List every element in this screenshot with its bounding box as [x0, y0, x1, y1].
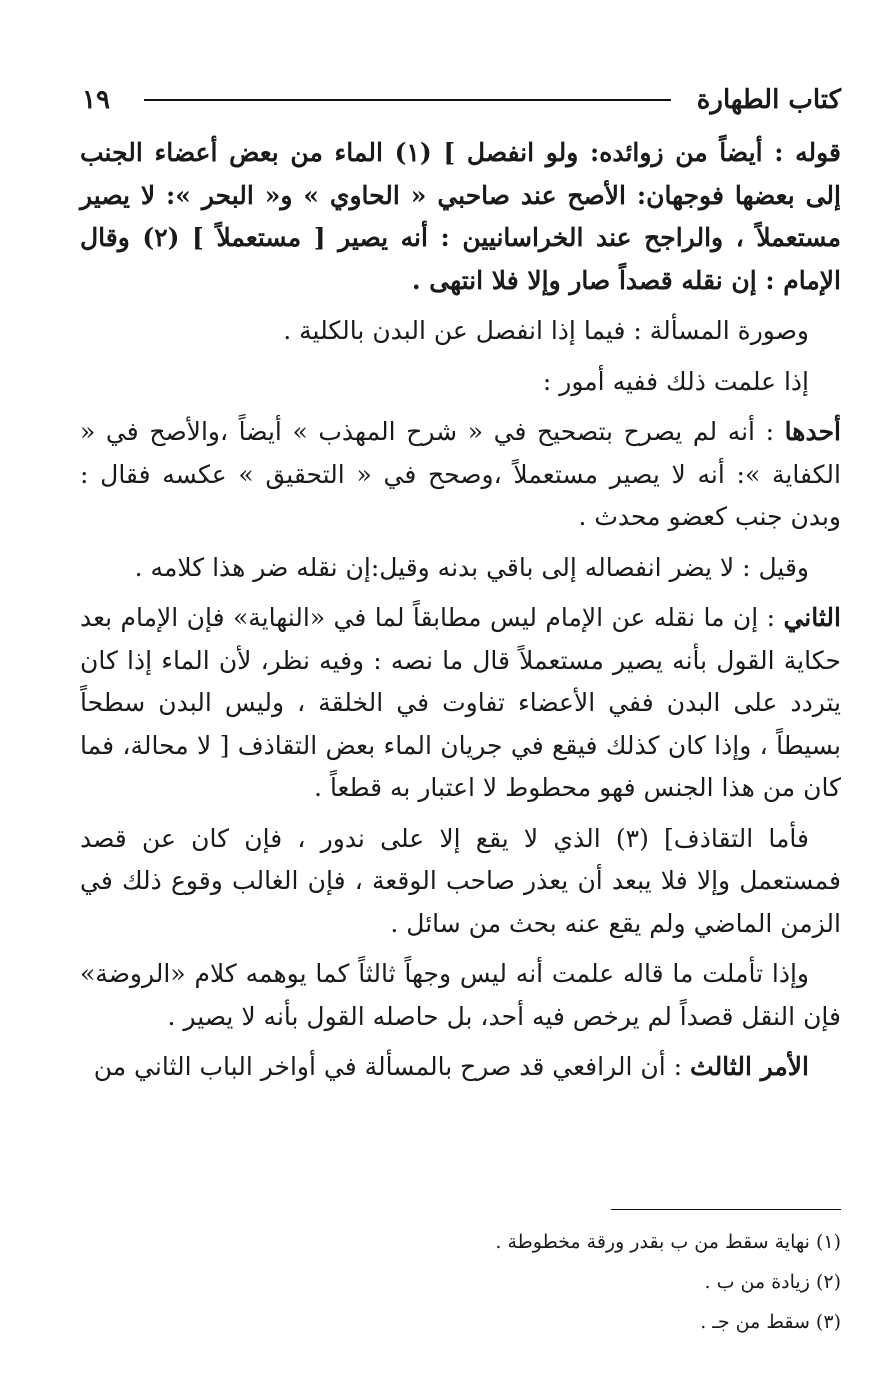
paragraph-3: [80, 361, 841, 404]
paragraph-4: [80, 411, 841, 539]
footnotes: [300, 1222, 841, 1342]
footnote-2: (٢) زيادة من ب .: [704, 1271, 841, 1293]
paragraph-8-text: وإذا تأملت ما قاله علمت أنه ليس وجهاً ثالثاً كما يوهمه كلام «الروضة» فإن النقل قصداً لم يرخص فيه أحد، بل حاصله القول بأنه لا يصير .: [80, 959, 841, 1031]
paragraph-7-text: فأما التقاذف] (٣) الذي لا يقع إلا على ندور ، فإن كان عن قصد فمستعمل وإلا فلا يبعد أن يعذر صاحب الوقعة ، فإن الغالب وقوع ذلك في الزمن الماضي ولم يقع عنه بحث من سائل .: [80, 823, 841, 938]
footnote-divider: [611, 1209, 841, 1210]
paragraph-9: [80, 1046, 841, 1089]
paragraph-1: [80, 132, 841, 302]
paragraph-7: [80, 818, 841, 946]
main-text: [80, 132, 841, 1097]
paragraph-2: [80, 310, 841, 353]
paragraph-5-text: وقيل : لا يضر انفصاله إلى باقي بدنه وقيل:إن نقله ضر هذا كلامه .: [134, 552, 809, 582]
paragraph-5: [80, 547, 841, 590]
page-number: ١٩: [82, 85, 110, 115]
running-header: [82, 78, 841, 122]
footnote-3: (٣) سقط من جـ .: [700, 1311, 841, 1333]
header-divider: [144, 99, 671, 101]
chapter-title: كتاب الطهارة: [696, 85, 841, 115]
paragraph-1-text: قوله : أيضاً من زوائده: ولو انفصل ] (١) الماء من بعض أعضاء الجنب إلى بعضها فوجهان: الأصح عند صاحبي « الحاوي » و« البحر »: لا يصير مستعملاً ، والراجح عند الخراسانيين : أنه يصير [ مستعملاً ] (٢) وقال الإمام : إن نقله قصداً صار وإلا فلا انتهى .: [80, 138, 841, 295]
paragraph-8: [80, 953, 841, 1038]
paragraph-2-text: وصورة المسألة : فيما إذا انفصل عن البدن بالكلية .: [283, 316, 809, 345]
footnote-1: (١) نهاية سقط من ب بقدر ورقة مخطوطة .: [495, 1231, 841, 1253]
paragraph-4-lead: أحدها: [784, 417, 841, 446]
paragraph-9-lead: الأمر الثالث: [690, 1052, 809, 1081]
paragraph-4-text: : أنه لم يصرح بتصحيح في « شرح المهذب » أيضاً ،والأصح في « الكفاية »: أنه لا يصير مستعملاً ،وصحح في « التحقيق » عكسه فقال : وبدن جنب كعضو محدث .: [80, 417, 841, 531]
paragraph-6-lead: الثاني: [783, 603, 841, 632]
paragraph-9-text: : أن الرافعي قد صرح بالمسألة في أواخر الباب الثاني من: [93, 1052, 691, 1081]
paragraph-3-text: إذا علمت ذلك ففيه أمور :: [542, 366, 809, 396]
paragraph-6-text: : إن ما نقله عن الإمام ليس مطابقاً لما في «النهاية» فإن الإمام بعد حكاية القول بأنه يصير مستعملاً قال ما نصه : وفيه نظر، لأن الماء إذا كان يتردد على البدن ففي الأعضاء تفاوت في الخلقة ، وليس البدن سطحاً بسيطاً ، وإذا كان كذلك فيقع في جريان الماء بعض التقاذف [ لا محالة، فما كان من هذا الجنس فهو محطوط لا اعتبار به قطعاً .: [80, 603, 841, 802]
paragraph-6: [80, 597, 841, 810]
